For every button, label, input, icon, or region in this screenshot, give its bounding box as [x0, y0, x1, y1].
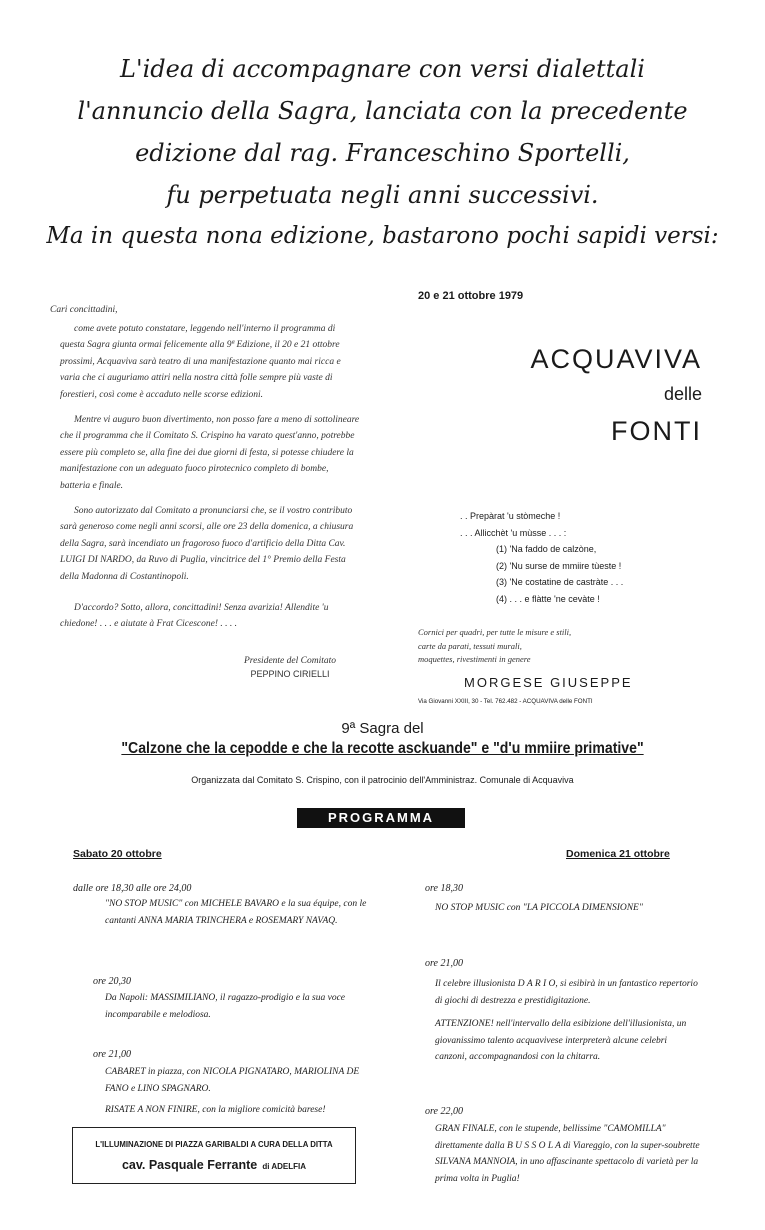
letter-signature [215, 655, 365, 681]
event-description: GRAN FINALE, con le stupende, bellissime "CAMOMILLA" direttamente dalla B U S S O L A di Viareggio, con la super-soubrette SILVANA MANNOIA, in uno affascinante spettacolo di varietà per la prima volta in Puglia! [435, 1124, 700, 1184]
event-description: RISATE A NON FINIRE, con la migliore comicità barese! [105, 1105, 326, 1115]
event-description: CABARET in piazza, con NICOLA PIGNATARO, MARIOLINA DE FANO e LINO SPAGNARO. [105, 1067, 360, 1094]
verse-line: (1) 'Na faddo de calzòne, [496, 544, 597, 554]
verse-line: . . Prepàrat 'u stòmeche ! [460, 511, 561, 521]
organizer: Organizzata dal Comitato S. Crispino, con il patrocinio dell'Amministraz. Comunale di Acquaviva [191, 775, 574, 785]
town-name-line-2: delle [663, 384, 702, 404]
event-time: ore 21,00 [93, 1049, 131, 1060]
event-description: NO STOP MUSIC con "LA PICCOLA DIMENSIONE" [435, 903, 643, 913]
sponsor-line: L'ILLUMINAZIONE DI PIAZZA GARIBALDI A CURA DELLA DITTA [95, 1140, 333, 1149]
sagra-title: "Calzone che la cepodde e che la recotte asckuande" e "d'u mmiire primative" [121, 740, 644, 757]
letter-paragraph: come avete potuto constatare, leggendo nell'interno il programma di questa Sagra giunta ormai felicemente alla 9ª Edizione, il 20 e 21 ottobre prossimi, Acquaviva sarà teatro di una manifestazione quanto mai ricca e varia che ci auguriamo attiri nella nostra città folle sempre più vaste di forestieri, così come è accaduto nelle scorse edizioni. [60, 323, 341, 400]
sponsor-box [72, 1127, 356, 1184]
letter-paragraph: Sono autorizzato dal Comitato a pronunciarsi che, se il vostro contributo sarà generoso come negli anni scorsi, alle ore 23 della domenica, a chiusura della Sagra, sarà incendiato un fragoroso fuoco d'artificio della Ditta Cav. LUIGI DI NARDO, da Ruvo di Puglia, vincitrice del 1° Premio della Festa della Madonna di Costantinopoli. [60, 505, 354, 582]
letter [50, 302, 360, 641]
saturday-heading: Sabato 20 ottobre [73, 848, 162, 860]
letter-paragraph: D'accordo? Sotto, allora, concittadini! Senza avarizia! Allendite 'u chiedone! . . . e aiutate à Frat Cicescone! . . . . [60, 602, 329, 630]
ad-line: moquettes, rivestimenti in genere [418, 654, 531, 664]
sponsor-name-line [73, 1154, 355, 1173]
event-description: ATTENZIONE! nell'intervallo della esibizione dell'illusionista, un giovanissimo talento acquavivese interpreterà alcune celebri canzoni, accompagnandosi con la chitarra. [435, 1019, 687, 1063]
event-time: ore 20,30 [93, 976, 131, 987]
intro-line-1: L'idea di accompagnare con versi dialettali [120, 55, 645, 83]
event-description: "NO STOP MUSIC" con MICHELE BAVARO e la sua équipe, con le cantanti ANNA MARIA TRINCHERA e ROSEMARY NAVAQ. [105, 899, 367, 926]
intro-line-2: l'annuncio della Sagra, lanciata con la precedente [77, 97, 688, 125]
verse-line: . . . Allicchèt 'u mùsse . . . : [460, 527, 567, 538]
sagra-edition: 9ª Sagra del [341, 720, 424, 737]
signature-title: Presidente del Comitato [244, 656, 336, 666]
letter-paragraph: Mentre vi auguro buon divertimento, non posso fare a meno di sottolineare che il programma che il Comitato S. Crispino ha varato quest'anno, potrebbe essere più completo se, alla fine dei due giorni di festa, si potesse chiudere la manifestazione con un adeguato fuoco pirotecnico completo di bombe, batteria e finale. [60, 414, 360, 491]
event-time: ore 22,00 [425, 1106, 463, 1117]
programma-banner: PROGRAMMA [297, 808, 465, 828]
event-description: Da Napoli: MASSIMILIANO, il ragazzo-prodigio e la sua voce incomparabile e melodiosa. [105, 993, 346, 1020]
ad-line: carte da parati, tessuti murali, [418, 640, 522, 651]
advertisement [418, 626, 718, 667]
letter-salutation: Cari concittadini, [50, 305, 118, 315]
event-time: ore 21,00 [425, 958, 463, 969]
event-time: ore 18,30 [425, 883, 463, 894]
event-description: Il celebre illusionista D A R I O, si esibirà in un fantastico repertorio di giochi di destrezza e prestidigitazione. [435, 979, 698, 1006]
sunday-heading: Domenica 21 ottobre [566, 848, 670, 860]
town-name-line-3: FONTI [611, 416, 702, 446]
sponsor-name: cav. Pasquale Ferrante [121, 1158, 258, 1172]
ad-address: Via Giovanni XXIII, 30 - Tel. 762.482 - ACQUAVIVA delle FONTI [418, 698, 593, 705]
event-time: dalle ore 18,30 alle ore 24,00 [73, 883, 192, 894]
verse-line: (3) 'Ne costatine de castràte . . . [496, 577, 624, 587]
ad-line: Cornici per quadri, per tutte le misure e stili, [418, 627, 572, 637]
event-date: 20 e 21 ottobre 1979 [418, 290, 524, 302]
sponsor-location: di ADELFIA [262, 1162, 307, 1171]
verse-line: (2) 'Nu surse de mmiire tùeste ! [496, 560, 622, 571]
ad-name: MORGESE GIUSEPPE [464, 675, 633, 690]
intro-line-4: fu perpetuata negli anni successivi. [166, 181, 599, 209]
signature-name: PEPPINO CIRIELLI [250, 669, 330, 679]
intro-line-5: Ma in questa nona edizione, bastarono pochi sapidi versi: [46, 223, 719, 249]
town-name-line-1: ACQUAVIVA [530, 344, 702, 374]
verse-line: (4) . . . e flàtte 'ne cevàte ! [496, 593, 600, 604]
intro-line-3: edizione dal rag. Franceschino Sportelli, [135, 139, 630, 167]
dialect-verse [460, 508, 623, 607]
